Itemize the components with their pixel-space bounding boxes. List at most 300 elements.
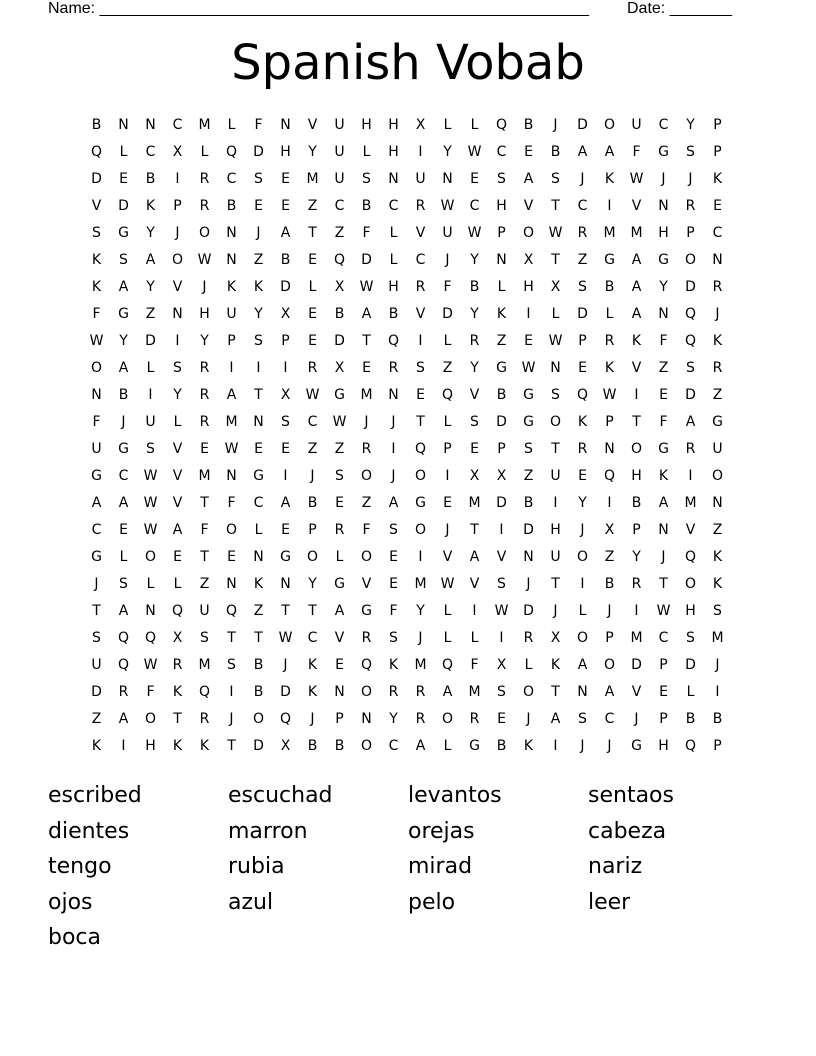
grid-cell[interactable]: T: [308, 602, 317, 619]
grid-cell[interactable]: M: [684, 494, 697, 511]
grid-cell[interactable]: Z: [523, 467, 534, 484]
grid-cell[interactable]: A: [388, 494, 399, 511]
grid-cell[interactable]: J: [526, 575, 531, 592]
grid-cell[interactable]: P: [497, 224, 506, 241]
grid-cell[interactable]: H: [280, 143, 291, 160]
grid-cell[interactable]: I: [634, 602, 639, 619]
grid-cell[interactable]: B: [307, 494, 318, 511]
grid-cell[interactable]: C: [253, 494, 264, 511]
grid-cell[interactable]: P: [227, 332, 236, 349]
grid-cell[interactable]: P: [713, 116, 722, 133]
grid-cell[interactable]: I: [175, 170, 180, 187]
grid-cell[interactable]: O: [711, 467, 724, 484]
grid-cell[interactable]: Q: [495, 116, 508, 133]
grid-cell[interactable]: A: [91, 494, 102, 511]
grid-cell[interactable]: S: [686, 359, 695, 376]
grid-cell[interactable]: Q: [684, 737, 697, 754]
grid-cell[interactable]: T: [551, 575, 560, 592]
grid-cell[interactable]: Z: [145, 305, 156, 322]
grid-cell[interactable]: S: [416, 359, 425, 376]
grid-cell[interactable]: R: [199, 710, 210, 727]
grid-cell[interactable]: K: [172, 737, 183, 754]
grid-cell[interactable]: O: [630, 440, 643, 457]
grid-cell[interactable]: T: [173, 710, 182, 727]
grid-cell[interactable]: J: [94, 575, 99, 592]
grid-cell[interactable]: X: [334, 359, 345, 376]
grid-cell[interactable]: R: [469, 332, 480, 349]
grid-cell[interactable]: P: [713, 143, 722, 160]
grid-cell[interactable]: U: [631, 116, 642, 133]
grid-cell[interactable]: W: [197, 251, 212, 268]
grid-cell[interactable]: J: [715, 656, 720, 673]
grid-cell[interactable]: R: [388, 359, 399, 376]
grid-cell[interactable]: J: [229, 710, 234, 727]
grid-cell[interactable]: R: [685, 197, 696, 214]
grid-cell[interactable]: X: [415, 116, 426, 133]
grid-cell[interactable]: D: [685, 386, 696, 403]
grid-cell[interactable]: P: [281, 332, 290, 349]
grid-cell[interactable]: S: [497, 575, 506, 592]
grid-cell[interactable]: Z: [442, 359, 453, 376]
grid-cell[interactable]: M: [630, 629, 643, 646]
grid-cell[interactable]: C: [658, 629, 669, 646]
grid-cell[interactable]: L: [443, 737, 452, 754]
grid-cell[interactable]: A: [631, 251, 642, 268]
grid-cell[interactable]: Z: [253, 602, 264, 619]
grid-cell[interactable]: X: [280, 386, 291, 403]
grid-cell[interactable]: P: [308, 521, 317, 538]
grid-cell[interactable]: E: [389, 548, 398, 565]
grid-cell[interactable]: H: [199, 305, 210, 322]
grid-cell[interactable]: M: [198, 467, 211, 484]
grid-cell[interactable]: I: [229, 683, 234, 700]
grid-cell[interactable]: S: [92, 629, 101, 646]
grid-cell[interactable]: V: [685, 521, 696, 538]
grid-cell[interactable]: F: [362, 521, 371, 538]
grid-cell[interactable]: M: [225, 413, 238, 430]
grid-cell[interactable]: W: [494, 602, 509, 619]
grid-cell[interactable]: B: [496, 386, 507, 403]
grid-cell[interactable]: E: [713, 197, 722, 214]
grid-cell[interactable]: I: [607, 494, 612, 511]
grid-cell[interactable]: L: [173, 413, 182, 430]
grid-cell[interactable]: J: [256, 224, 261, 241]
grid-cell[interactable]: H: [523, 278, 534, 295]
grid-cell[interactable]: I: [715, 683, 720, 700]
grid-cell[interactable]: K: [91, 278, 102, 295]
grid-cell[interactable]: D: [334, 332, 345, 349]
grid-cell[interactable]: J: [607, 602, 612, 619]
grid-cell[interactable]: I: [256, 359, 261, 376]
grid-cell[interactable]: N: [145, 116, 156, 133]
grid-cell[interactable]: K: [712, 332, 723, 349]
grid-cell[interactable]: L: [200, 143, 209, 160]
grid-cell[interactable]: L: [443, 116, 452, 133]
grid-cell[interactable]: L: [335, 548, 344, 565]
grid-cell[interactable]: Q: [576, 386, 589, 403]
grid-cell[interactable]: I: [121, 737, 126, 754]
grid-cell[interactable]: V: [415, 224, 426, 241]
grid-cell[interactable]: S: [335, 467, 344, 484]
grid-cell[interactable]: C: [496, 143, 507, 160]
grid-cell[interactable]: I: [445, 467, 450, 484]
grid-cell[interactable]: D: [145, 332, 156, 349]
grid-cell[interactable]: A: [442, 683, 453, 700]
grid-cell[interactable]: Q: [684, 305, 697, 322]
grid-cell[interactable]: Y: [416, 602, 425, 619]
grid-cell[interactable]: K: [604, 359, 615, 376]
grid-cell[interactable]: X: [550, 278, 561, 295]
grid-cell[interactable]: Y: [200, 332, 209, 349]
grid-cell[interactable]: K: [307, 656, 318, 673]
grid-cell[interactable]: Z: [199, 575, 210, 592]
grid-cell[interactable]: I: [418, 332, 423, 349]
grid-cell[interactable]: I: [418, 143, 423, 160]
grid-cell[interactable]: O: [414, 467, 427, 484]
grid-cell[interactable]: J: [580, 737, 585, 754]
grid-cell[interactable]: A: [469, 548, 480, 565]
grid-cell[interactable]: U: [334, 170, 345, 187]
grid-cell[interactable]: C: [226, 170, 237, 187]
grid-cell[interactable]: V: [496, 548, 507, 565]
grid-cell[interactable]: T: [200, 494, 209, 511]
grid-cell[interactable]: T: [308, 224, 317, 241]
grid-cell[interactable]: G: [712, 413, 723, 430]
grid-cell[interactable]: Z: [307, 440, 318, 457]
grid-cell[interactable]: A: [118, 602, 129, 619]
grid-cell[interactable]: E: [497, 710, 506, 727]
grid-cell[interactable]: J: [391, 467, 396, 484]
grid-cell[interactable]: G: [658, 251, 669, 268]
grid-cell[interactable]: W: [548, 224, 563, 241]
grid-cell[interactable]: A: [145, 251, 156, 268]
grid-cell[interactable]: F: [632, 143, 641, 160]
grid-cell[interactable]: S: [524, 440, 533, 457]
grid-cell[interactable]: K: [712, 170, 723, 187]
grid-cell[interactable]: E: [659, 683, 668, 700]
grid-cell[interactable]: R: [388, 683, 399, 700]
grid-cell[interactable]: V: [172, 467, 183, 484]
grid-cell[interactable]: D: [91, 683, 102, 700]
grid-cell[interactable]: A: [658, 494, 669, 511]
grid-cell[interactable]: S: [497, 170, 506, 187]
grid-cell[interactable]: G: [496, 359, 507, 376]
grid-cell[interactable]: P: [686, 224, 695, 241]
grid-cell[interactable]: B: [712, 710, 723, 727]
grid-cell[interactable]: L: [686, 683, 695, 700]
grid-cell[interactable]: S: [119, 251, 128, 268]
grid-cell[interactable]: Q: [684, 548, 697, 565]
grid-cell[interactable]: V: [631, 197, 642, 214]
grid-cell[interactable]: I: [499, 629, 504, 646]
grid-cell[interactable]: U: [415, 170, 426, 187]
grid-cell[interactable]: N: [145, 602, 156, 619]
grid-cell[interactable]: W: [467, 224, 482, 241]
grid-cell[interactable]: C: [712, 224, 723, 241]
grid-cell[interactable]: T: [632, 413, 641, 430]
grid-cell[interactable]: K: [253, 278, 264, 295]
grid-cell[interactable]: E: [335, 494, 344, 511]
grid-cell[interactable]: Y: [632, 548, 641, 565]
grid-cell[interactable]: Y: [686, 116, 695, 133]
grid-cell[interactable]: U: [442, 224, 453, 241]
grid-cell[interactable]: Q: [333, 251, 346, 268]
grid-cell[interactable]: E: [578, 467, 587, 484]
grid-cell[interactable]: E: [119, 170, 128, 187]
grid-cell[interactable]: K: [199, 737, 210, 754]
grid-cell[interactable]: L: [470, 116, 479, 133]
grid-cell[interactable]: T: [254, 386, 263, 403]
grid-cell[interactable]: I: [607, 197, 612, 214]
grid-cell[interactable]: P: [443, 440, 452, 457]
grid-cell[interactable]: I: [688, 467, 693, 484]
grid-cell[interactable]: L: [362, 143, 371, 160]
grid-cell[interactable]: M: [711, 629, 724, 646]
grid-cell[interactable]: W: [143, 467, 158, 484]
grid-cell[interactable]: W: [359, 278, 374, 295]
grid-cell[interactable]: O: [306, 548, 319, 565]
grid-cell[interactable]: B: [469, 278, 480, 295]
grid-cell[interactable]: B: [307, 737, 318, 754]
grid-cell[interactable]: B: [604, 575, 615, 592]
grid-cell[interactable]: A: [550, 710, 561, 727]
grid-cell[interactable]: N: [226, 251, 237, 268]
grid-cell[interactable]: U: [91, 656, 102, 673]
grid-cell[interactable]: D: [631, 656, 642, 673]
grid-cell[interactable]: Z: [334, 224, 345, 241]
grid-cell[interactable]: T: [254, 629, 263, 646]
grid-cell[interactable]: O: [549, 413, 562, 430]
grid-cell[interactable]: Y: [308, 575, 317, 592]
grid-cell[interactable]: F: [362, 224, 371, 241]
grid-cell[interactable]: L: [578, 602, 587, 619]
grid-cell[interactable]: L: [308, 278, 317, 295]
grid-cell[interactable]: N: [280, 116, 291, 133]
grid-cell[interactable]: I: [634, 386, 639, 403]
grid-cell[interactable]: G: [523, 386, 534, 403]
grid-cell[interactable]: E: [443, 494, 452, 511]
grid-cell[interactable]: W: [305, 386, 320, 403]
grid-cell[interactable]: O: [522, 224, 535, 241]
grid-cell[interactable]: V: [91, 197, 102, 214]
grid-cell[interactable]: K: [712, 548, 723, 565]
grid-cell[interactable]: C: [388, 197, 399, 214]
grid-cell[interactable]: O: [144, 710, 157, 727]
grid-cell[interactable]: V: [172, 278, 183, 295]
grid-cell[interactable]: L: [146, 575, 155, 592]
grid-cell[interactable]: W: [629, 170, 644, 187]
grid-cell[interactable]: N: [604, 440, 615, 457]
grid-cell[interactable]: Y: [443, 143, 452, 160]
grid-cell[interactable]: K: [712, 575, 723, 592]
grid-cell[interactable]: B: [523, 494, 534, 511]
grid-cell[interactable]: Q: [117, 656, 130, 673]
grid-cell[interactable]: R: [199, 413, 210, 430]
grid-cell[interactable]: Y: [146, 224, 155, 241]
grid-cell[interactable]: O: [576, 548, 589, 565]
grid-cell[interactable]: Y: [470, 251, 479, 268]
grid-cell[interactable]: S: [362, 170, 371, 187]
grid-cell[interactable]: R: [172, 656, 183, 673]
grid-cell[interactable]: A: [361, 305, 372, 322]
grid-cell[interactable]: M: [360, 386, 373, 403]
grid-cell[interactable]: A: [631, 278, 642, 295]
grid-cell[interactable]: D: [280, 683, 291, 700]
grid-cell[interactable]: N: [712, 494, 723, 511]
grid-cell[interactable]: T: [551, 251, 560, 268]
grid-cell[interactable]: I: [148, 386, 153, 403]
grid-cell[interactable]: B: [631, 494, 642, 511]
grid-cell[interactable]: J: [121, 413, 126, 430]
grid-cell[interactable]: W: [143, 656, 158, 673]
grid-cell[interactable]: F: [200, 521, 209, 538]
grid-cell[interactable]: E: [470, 170, 479, 187]
grid-cell[interactable]: T: [551, 440, 560, 457]
grid-cell[interactable]: F: [389, 602, 398, 619]
grid-cell[interactable]: B: [253, 656, 264, 673]
grid-cell[interactable]: S: [146, 440, 155, 457]
grid-cell[interactable]: C: [172, 116, 183, 133]
grid-cell[interactable]: O: [360, 737, 373, 754]
grid-cell[interactable]: A: [334, 602, 345, 619]
grid-cell[interactable]: S: [470, 413, 479, 430]
grid-cell[interactable]: E: [200, 440, 209, 457]
grid-cell[interactable]: O: [360, 467, 373, 484]
grid-cell[interactable]: G: [523, 413, 534, 430]
grid-cell[interactable]: K: [226, 278, 237, 295]
grid-cell[interactable]: P: [632, 521, 641, 538]
grid-cell[interactable]: X: [550, 629, 561, 646]
grid-cell[interactable]: C: [334, 197, 345, 214]
grid-cell[interactable]: Z: [577, 251, 588, 268]
grid-cell[interactable]: Q: [225, 602, 238, 619]
grid-cell[interactable]: L: [119, 143, 128, 160]
grid-cell[interactable]: G: [631, 737, 642, 754]
grid-cell[interactable]: P: [605, 413, 614, 430]
grid-cell[interactable]: O: [522, 683, 535, 700]
grid-cell[interactable]: P: [713, 737, 722, 754]
grid-cell[interactable]: L: [389, 224, 398, 241]
grid-cell[interactable]: J: [391, 413, 396, 430]
grid-cell[interactable]: T: [416, 413, 425, 430]
grid-cell[interactable]: J: [418, 629, 423, 646]
grid-cell[interactable]: R: [199, 170, 210, 187]
grid-cell[interactable]: P: [578, 332, 587, 349]
grid-cell[interactable]: J: [661, 548, 666, 565]
grid-cell[interactable]: W: [656, 602, 671, 619]
grid-cell[interactable]: B: [145, 170, 156, 187]
grid-cell[interactable]: Q: [387, 332, 400, 349]
grid-cell[interactable]: T: [659, 575, 668, 592]
grid-cell[interactable]: C: [415, 251, 426, 268]
grid-cell[interactable]: N: [550, 359, 561, 376]
grid-cell[interactable]: A: [577, 656, 588, 673]
grid-cell[interactable]: B: [388, 305, 399, 322]
grid-cell[interactable]: G: [361, 602, 372, 619]
grid-cell[interactable]: K: [577, 413, 588, 430]
grid-cell[interactable]: U: [91, 440, 102, 457]
grid-cell[interactable]: O: [684, 575, 697, 592]
grid-cell[interactable]: S: [200, 629, 209, 646]
grid-cell[interactable]: I: [553, 737, 558, 754]
grid-cell[interactable]: X: [496, 467, 507, 484]
grid-cell[interactable]: O: [252, 710, 265, 727]
grid-cell[interactable]: R: [199, 359, 210, 376]
grid-cell[interactable]: M: [630, 224, 643, 241]
grid-cell[interactable]: A: [172, 521, 183, 538]
grid-cell[interactable]: W: [143, 521, 158, 538]
grid-cell[interactable]: P: [605, 629, 614, 646]
grid-cell[interactable]: N: [388, 170, 399, 187]
grid-cell[interactable]: W: [440, 197, 455, 214]
grid-cell[interactable]: E: [389, 575, 398, 592]
grid-cell[interactable]: D: [118, 197, 129, 214]
grid-cell[interactable]: B: [334, 737, 345, 754]
grid-cell[interactable]: V: [523, 197, 534, 214]
grid-cell[interactable]: I: [391, 440, 396, 457]
grid-cell[interactable]: B: [226, 197, 237, 214]
grid-cell[interactable]: N: [496, 251, 507, 268]
grid-cell[interactable]: O: [90, 359, 103, 376]
grid-cell[interactable]: G: [334, 575, 345, 592]
grid-cell[interactable]: J: [526, 710, 531, 727]
grid-cell[interactable]: Z: [604, 548, 615, 565]
grid-cell[interactable]: P: [173, 197, 182, 214]
grid-cell[interactable]: Z: [91, 710, 102, 727]
grid-cell[interactable]: L: [605, 305, 614, 322]
grid-cell[interactable]: J: [688, 170, 693, 187]
grid-cell[interactable]: K: [496, 305, 507, 322]
grid-cell[interactable]: R: [361, 440, 372, 457]
grid-cell[interactable]: W: [467, 143, 482, 160]
grid-cell[interactable]: W: [143, 494, 158, 511]
grid-cell[interactable]: I: [526, 305, 531, 322]
grid-cell[interactable]: C: [469, 197, 480, 214]
grid-cell[interactable]: N: [253, 548, 264, 565]
grid-cell[interactable]: L: [119, 548, 128, 565]
grid-cell[interactable]: A: [118, 710, 129, 727]
grid-cell[interactable]: A: [118, 359, 129, 376]
grid-cell[interactable]: E: [362, 359, 371, 376]
grid-cell[interactable]: J: [175, 224, 180, 241]
grid-cell[interactable]: I: [580, 575, 585, 592]
grid-cell[interactable]: V: [307, 116, 318, 133]
grid-cell[interactable]: J: [580, 521, 585, 538]
grid-cell[interactable]: C: [91, 521, 102, 538]
grid-cell[interactable]: H: [685, 602, 696, 619]
name-field[interactable]: Name: _______________________________________________________: [48, 0, 589, 17]
grid-cell[interactable]: G: [604, 251, 615, 268]
grid-cell[interactable]: C: [307, 629, 318, 646]
grid-cell[interactable]: Y: [470, 305, 479, 322]
grid-cell[interactable]: S: [389, 521, 398, 538]
grid-cell[interactable]: H: [496, 197, 507, 214]
grid-cell[interactable]: N: [523, 548, 534, 565]
grid-cell[interactable]: Q: [144, 629, 157, 646]
grid-cell[interactable]: K: [523, 737, 534, 754]
grid-cell[interactable]: O: [360, 548, 373, 565]
grid-cell[interactable]: E: [659, 386, 668, 403]
grid-cell[interactable]: R: [199, 386, 210, 403]
grid-cell[interactable]: F: [470, 656, 479, 673]
grid-cell[interactable]: O: [684, 251, 697, 268]
grid-cell[interactable]: B: [604, 278, 615, 295]
grid-cell[interactable]: T: [227, 629, 236, 646]
grid-cell[interactable]: J: [634, 710, 639, 727]
grid-cell[interactable]: G: [415, 494, 426, 511]
grid-cell[interactable]: F: [659, 413, 668, 430]
grid-cell[interactable]: Q: [441, 386, 454, 403]
